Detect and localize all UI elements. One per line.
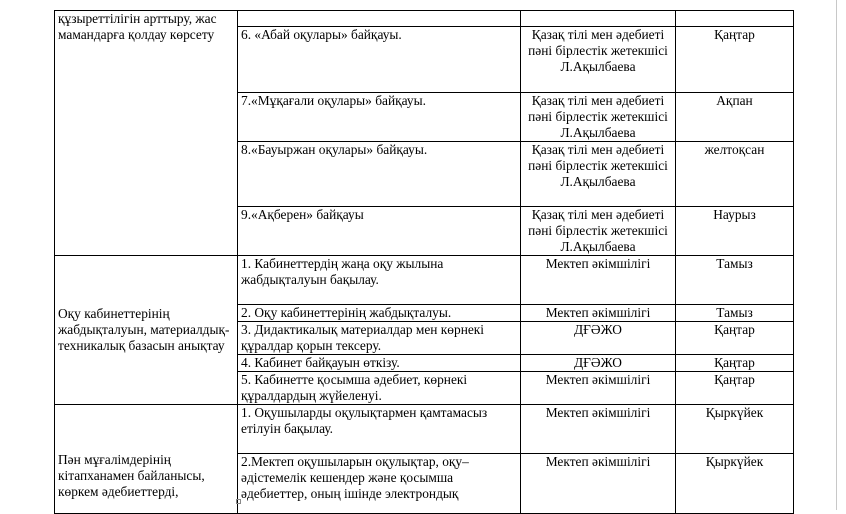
responsible-cell: ДҒӘЖО <box>521 355 676 372</box>
topic-cell: құзыреттілігін арттыру, жас мамандарға қолдау көрсету <box>55 11 238 256</box>
task-cell: 2.Мектеп оқушыларын оқулықтар, оқу–әдістемелік кешендер және қосымша әдебиеттер, оның ішінде электрондық <box>238 454 521 514</box>
deadline-cell: Қаңтар <box>676 322 794 355</box>
task-cell: 2. Оқу кабинеттерінің жабдықталуы. <box>238 305 521 322</box>
deadline-cell: Қыркүйек <box>676 454 794 514</box>
task-cell: 9.«Ақберен» байқауы <box>238 207 521 256</box>
deadline-cell <box>676 11 794 27</box>
deadline-cell: Қаңтар <box>676 27 794 93</box>
responsible-cell: Мектеп әкімшілігі <box>521 256 676 305</box>
task-cell: 6. «Абай оқулары» байқауы. <box>238 27 521 93</box>
table-row <box>55 405 794 454</box>
table-row <box>55 11 794 27</box>
responsible-cell: Мектеп әкімшілігі <box>521 305 676 322</box>
responsible-cell: Қазақ тілі мен әдебиеті пәні бірлестік жетекшісі Л.Ақылбаева <box>521 142 676 207</box>
task-cell <box>238 11 521 27</box>
table-row <box>55 256 794 305</box>
deadline-cell: Қаңтар <box>676 355 794 372</box>
task-cell: 3. Дидактикалық материалдар мен көрнекі құралдар қорын тексеру. <box>238 322 521 355</box>
topic-cell: Оқу кабинеттерінің жабдықталуын, материалдық-техникалық базасын анықтау <box>55 256 238 405</box>
task-cell: 5. Кабинетте қосымша әдебиет, көрнекі құралдардың жүйеленуі. <box>238 372 521 405</box>
responsible-cell: Қазақ тілі мен әдебиеті пәні бірлестік жетекшісі Л.Ақылбаева <box>521 93 676 142</box>
task-cell: 1. Оқушыларды оқулықтармен қамтамасыз етілуін бақылау. <box>238 405 521 454</box>
topic-cell: Пән мұғалімдерінің кітапханамен байланысы, көркем әдебиеттерді, <box>55 405 238 514</box>
deadline-cell: желтоқсан <box>676 142 794 207</box>
deadline-cell: Қаңтар <box>676 372 794 405</box>
deadline-cell: Тамыз <box>676 305 794 322</box>
task-cell: 4. Кабинет байқауын өткізу. <box>238 355 521 372</box>
deadline-cell: Тамыз <box>676 256 794 305</box>
responsible-cell: ДҒӘЖО <box>521 322 676 355</box>
deadline-cell: Ақпан <box>676 93 794 142</box>
deadline-cell: Наурыз <box>676 207 794 256</box>
task-cell: 8.«Бауыржан оқулары» байқауы. <box>238 142 521 207</box>
work-plan-table <box>54 10 794 514</box>
page-edge <box>836 0 837 510</box>
task-cell: 7.«Мұқағали оқулары» байқауы. <box>238 93 521 142</box>
deadline-cell: Қыркүйек <box>676 405 794 454</box>
task-cell: 1. Кабинеттердің жаңа оқу жылына жабдықталуын бақылау. <box>238 256 521 305</box>
responsible-cell: Мектеп әкімшілігі <box>521 454 676 514</box>
responsible-cell: Қазақ тілі мен әдебиеті пәні бірлестік жетекшісі Л.Ақылбаева <box>521 27 676 93</box>
table-resize-handle[interactable] <box>236 499 241 504</box>
responsible-cell: Мектеп әкімшілігі <box>521 405 676 454</box>
responsible-cell: Мектеп әкімшілігі <box>521 372 676 405</box>
responsible-cell: Қазақ тілі мен әдебиеті пәні бірлестік жетекшісі Л.Ақылбаева <box>521 207 676 256</box>
responsible-cell <box>521 11 676 27</box>
